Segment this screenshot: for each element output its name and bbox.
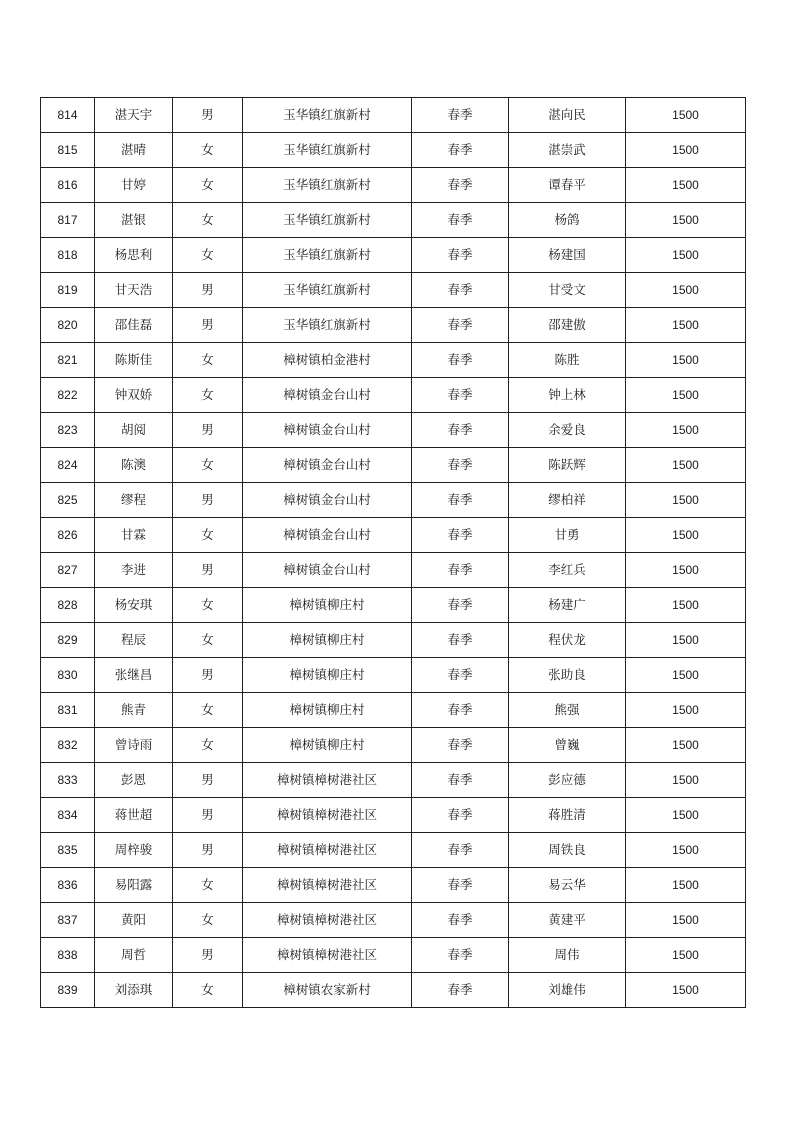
amount-cell: 1500 bbox=[626, 483, 746, 518]
serial-number-cell: 818 bbox=[41, 238, 95, 273]
serial-number-cell: 815 bbox=[41, 133, 95, 168]
address-cell: 樟树镇樟树港社区 bbox=[243, 833, 412, 868]
serial-number-cell: 834 bbox=[41, 798, 95, 833]
amount-cell: 1500 bbox=[626, 833, 746, 868]
serial-number-cell: 820 bbox=[41, 308, 95, 343]
student-name-cell: 黄阳 bbox=[95, 903, 173, 938]
student-name-cell: 杨安琪 bbox=[95, 588, 173, 623]
address-cell: 樟树镇金台山村 bbox=[243, 483, 412, 518]
table-row bbox=[41, 763, 746, 798]
term-cell: 春季 bbox=[412, 798, 509, 833]
table-row bbox=[41, 133, 746, 168]
guardian-name-cell: 甘勇 bbox=[509, 518, 626, 553]
term-cell: 春季 bbox=[412, 903, 509, 938]
student-name-cell: 陈斯佳 bbox=[95, 343, 173, 378]
term-cell: 春季 bbox=[412, 308, 509, 343]
table-row bbox=[41, 343, 746, 378]
term-cell: 春季 bbox=[412, 623, 509, 658]
table-row bbox=[41, 868, 746, 903]
student-name-cell: 程辰 bbox=[95, 623, 173, 658]
amount-cell: 1500 bbox=[626, 343, 746, 378]
student-name-cell: 湛晴 bbox=[95, 133, 173, 168]
gender-cell: 男 bbox=[173, 273, 243, 308]
amount-cell: 1500 bbox=[626, 518, 746, 553]
student-name-cell: 刘添琪 bbox=[95, 973, 173, 1008]
guardian-name-cell: 邵建傲 bbox=[509, 308, 626, 343]
gender-cell: 男 bbox=[173, 98, 243, 133]
address-cell: 玉华镇红旗新村 bbox=[243, 238, 412, 273]
student-name-cell: 缪程 bbox=[95, 483, 173, 518]
address-cell: 樟树镇柳庄村 bbox=[243, 728, 412, 763]
serial-number-cell: 838 bbox=[41, 938, 95, 973]
student-name-cell: 周梓骏 bbox=[95, 833, 173, 868]
term-cell: 春季 bbox=[412, 133, 509, 168]
guardian-name-cell: 陈跃辉 bbox=[509, 448, 626, 483]
serial-number-cell: 829 bbox=[41, 623, 95, 658]
term-cell: 春季 bbox=[412, 588, 509, 623]
gender-cell: 女 bbox=[173, 238, 243, 273]
amount-cell: 1500 bbox=[626, 203, 746, 238]
term-cell: 春季 bbox=[412, 833, 509, 868]
serial-number-cell: 819 bbox=[41, 273, 95, 308]
amount-cell: 1500 bbox=[626, 623, 746, 658]
student-name-cell: 周哲 bbox=[95, 938, 173, 973]
term-cell: 春季 bbox=[412, 973, 509, 1008]
table-row bbox=[41, 903, 746, 938]
guardian-name-cell: 熊强 bbox=[509, 693, 626, 728]
term-cell: 春季 bbox=[412, 203, 509, 238]
table-row bbox=[41, 203, 746, 238]
student-name-cell: 甘婷 bbox=[95, 168, 173, 203]
address-cell: 樟树镇金台山村 bbox=[243, 448, 412, 483]
guardian-name-cell: 缪柏祥 bbox=[509, 483, 626, 518]
amount-cell: 1500 bbox=[626, 693, 746, 728]
student-name-cell: 甘霖 bbox=[95, 518, 173, 553]
address-cell: 樟树镇樟树港社区 bbox=[243, 903, 412, 938]
serial-number-cell: 817 bbox=[41, 203, 95, 238]
serial-number-cell: 832 bbox=[41, 728, 95, 763]
amount-cell: 1500 bbox=[626, 728, 746, 763]
student-name-cell: 邵佳磊 bbox=[95, 308, 173, 343]
table-row bbox=[41, 273, 746, 308]
table-row bbox=[41, 98, 746, 133]
amount-cell: 1500 bbox=[626, 168, 746, 203]
gender-cell: 女 bbox=[173, 518, 243, 553]
gender-cell: 女 bbox=[173, 973, 243, 1008]
amount-cell: 1500 bbox=[626, 98, 746, 133]
term-cell: 春季 bbox=[412, 343, 509, 378]
amount-cell: 1500 bbox=[626, 588, 746, 623]
amount-cell: 1500 bbox=[626, 273, 746, 308]
address-cell: 樟树镇柳庄村 bbox=[243, 693, 412, 728]
table-body bbox=[41, 98, 746, 1008]
table-row bbox=[41, 728, 746, 763]
guardian-name-cell: 陈胜 bbox=[509, 343, 626, 378]
guardian-name-cell: 钟上林 bbox=[509, 378, 626, 413]
gender-cell: 女 bbox=[173, 448, 243, 483]
table-row bbox=[41, 833, 746, 868]
address-cell: 樟树镇柳庄村 bbox=[243, 658, 412, 693]
address-cell: 樟树镇金台山村 bbox=[243, 553, 412, 588]
guardian-name-cell: 李红兵 bbox=[509, 553, 626, 588]
term-cell: 春季 bbox=[412, 448, 509, 483]
guardian-name-cell: 蒋胜清 bbox=[509, 798, 626, 833]
term-cell: 春季 bbox=[412, 658, 509, 693]
gender-cell: 男 bbox=[173, 798, 243, 833]
address-cell: 樟树镇农家新村 bbox=[243, 973, 412, 1008]
address-cell: 樟树镇柳庄村 bbox=[243, 623, 412, 658]
serial-number-cell: 824 bbox=[41, 448, 95, 483]
table-row bbox=[41, 413, 746, 448]
serial-number-cell: 816 bbox=[41, 168, 95, 203]
serial-number-cell: 839 bbox=[41, 973, 95, 1008]
gender-cell: 女 bbox=[173, 203, 243, 238]
address-cell: 玉华镇红旗新村 bbox=[243, 98, 412, 133]
gender-cell: 女 bbox=[173, 903, 243, 938]
table-row bbox=[41, 518, 746, 553]
guardian-name-cell: 甘受文 bbox=[509, 273, 626, 308]
term-cell: 春季 bbox=[412, 518, 509, 553]
address-cell: 玉华镇红旗新村 bbox=[243, 308, 412, 343]
address-cell: 樟树镇樟树港社区 bbox=[243, 938, 412, 973]
table-row bbox=[41, 483, 746, 518]
guardian-name-cell: 周伟 bbox=[509, 938, 626, 973]
student-name-cell: 陈澳 bbox=[95, 448, 173, 483]
gender-cell: 女 bbox=[173, 588, 243, 623]
gender-cell: 男 bbox=[173, 833, 243, 868]
gender-cell: 女 bbox=[173, 693, 243, 728]
gender-cell: 男 bbox=[173, 483, 243, 518]
guardian-name-cell: 易云华 bbox=[509, 868, 626, 903]
guardian-name-cell: 湛向民 bbox=[509, 98, 626, 133]
guardian-name-cell: 湛崇武 bbox=[509, 133, 626, 168]
gender-cell: 男 bbox=[173, 938, 243, 973]
serial-number-cell: 828 bbox=[41, 588, 95, 623]
amount-cell: 1500 bbox=[626, 798, 746, 833]
serial-number-cell: 830 bbox=[41, 658, 95, 693]
term-cell: 春季 bbox=[412, 553, 509, 588]
student-name-cell: 彭恩 bbox=[95, 763, 173, 798]
student-name-cell: 胡阅 bbox=[95, 413, 173, 448]
term-cell: 春季 bbox=[412, 378, 509, 413]
amount-cell: 1500 bbox=[626, 133, 746, 168]
serial-number-cell: 825 bbox=[41, 483, 95, 518]
table-row bbox=[41, 973, 746, 1008]
address-cell: 玉华镇红旗新村 bbox=[243, 273, 412, 308]
address-cell: 樟树镇金台山村 bbox=[243, 413, 412, 448]
amount-cell: 1500 bbox=[626, 658, 746, 693]
serial-number-cell: 833 bbox=[41, 763, 95, 798]
amount-cell: 1500 bbox=[626, 378, 746, 413]
amount-cell: 1500 bbox=[626, 308, 746, 343]
address-cell: 樟树镇金台山村 bbox=[243, 378, 412, 413]
student-name-cell: 湛银 bbox=[95, 203, 173, 238]
amount-cell: 1500 bbox=[626, 448, 746, 483]
serial-number-cell: 826 bbox=[41, 518, 95, 553]
gender-cell: 女 bbox=[173, 623, 243, 658]
guardian-name-cell: 余爱良 bbox=[509, 413, 626, 448]
serial-number-cell: 827 bbox=[41, 553, 95, 588]
guardian-name-cell: 刘雄伟 bbox=[509, 973, 626, 1008]
term-cell: 春季 bbox=[412, 868, 509, 903]
guardian-name-cell: 黄建平 bbox=[509, 903, 626, 938]
address-cell: 玉华镇红旗新村 bbox=[243, 168, 412, 203]
amount-cell: 1500 bbox=[626, 413, 746, 448]
student-name-cell: 熊青 bbox=[95, 693, 173, 728]
table-row bbox=[41, 693, 746, 728]
student-name-cell: 蒋世超 bbox=[95, 798, 173, 833]
student-name-cell: 湛天宇 bbox=[95, 98, 173, 133]
gender-cell: 男 bbox=[173, 308, 243, 343]
guardian-name-cell: 杨建国 bbox=[509, 238, 626, 273]
guardian-name-cell: 曾巍 bbox=[509, 728, 626, 763]
gender-cell: 女 bbox=[173, 378, 243, 413]
amount-cell: 1500 bbox=[626, 868, 746, 903]
term-cell: 春季 bbox=[412, 938, 509, 973]
table-row bbox=[41, 378, 746, 413]
gender-cell: 女 bbox=[173, 728, 243, 763]
amount-cell: 1500 bbox=[626, 938, 746, 973]
amount-cell: 1500 bbox=[626, 903, 746, 938]
address-cell: 樟树镇樟树港社区 bbox=[243, 763, 412, 798]
term-cell: 春季 bbox=[412, 483, 509, 518]
term-cell: 春季 bbox=[412, 728, 509, 763]
term-cell: 春季 bbox=[412, 413, 509, 448]
guardian-name-cell: 杨建广 bbox=[509, 588, 626, 623]
serial-number-cell: 823 bbox=[41, 413, 95, 448]
address-cell: 玉华镇红旗新村 bbox=[243, 133, 412, 168]
term-cell: 春季 bbox=[412, 273, 509, 308]
student-name-cell: 李进 bbox=[95, 553, 173, 588]
serial-number-cell: 835 bbox=[41, 833, 95, 868]
guardian-name-cell: 程伏龙 bbox=[509, 623, 626, 658]
student-name-cell: 钟双娇 bbox=[95, 378, 173, 413]
serial-number-cell: 814 bbox=[41, 98, 95, 133]
guardian-name-cell: 张助良 bbox=[509, 658, 626, 693]
gender-cell: 女 bbox=[173, 868, 243, 903]
student-name-cell: 曾诗雨 bbox=[95, 728, 173, 763]
term-cell: 春季 bbox=[412, 98, 509, 133]
amount-cell: 1500 bbox=[626, 553, 746, 588]
amount-cell: 1500 bbox=[626, 763, 746, 798]
term-cell: 春季 bbox=[412, 763, 509, 798]
serial-number-cell: 837 bbox=[41, 903, 95, 938]
guardian-name-cell: 周铁良 bbox=[509, 833, 626, 868]
table-row bbox=[41, 658, 746, 693]
term-cell: 春季 bbox=[412, 168, 509, 203]
gender-cell: 女 bbox=[173, 343, 243, 378]
serial-number-cell: 831 bbox=[41, 693, 95, 728]
table-row bbox=[41, 238, 746, 273]
student-name-cell: 杨思利 bbox=[95, 238, 173, 273]
table-row bbox=[41, 308, 746, 343]
address-cell: 樟树镇樟树港社区 bbox=[243, 868, 412, 903]
amount-cell: 1500 bbox=[626, 973, 746, 1008]
table-row bbox=[41, 938, 746, 973]
address-cell: 樟树镇柏金港村 bbox=[243, 343, 412, 378]
term-cell: 春季 bbox=[412, 238, 509, 273]
table-row bbox=[41, 798, 746, 833]
gender-cell: 男 bbox=[173, 763, 243, 798]
table-row bbox=[41, 623, 746, 658]
serial-number-cell: 836 bbox=[41, 868, 95, 903]
serial-number-cell: 822 bbox=[41, 378, 95, 413]
address-cell: 玉华镇红旗新村 bbox=[243, 203, 412, 238]
term-cell: 春季 bbox=[412, 693, 509, 728]
address-cell: 樟树镇樟树港社区 bbox=[243, 798, 412, 833]
student-name-cell: 甘天浩 bbox=[95, 273, 173, 308]
table-row bbox=[41, 553, 746, 588]
serial-number-cell: 821 bbox=[41, 343, 95, 378]
guardian-name-cell: 彭应德 bbox=[509, 763, 626, 798]
table-row bbox=[41, 448, 746, 483]
address-cell: 樟树镇柳庄村 bbox=[243, 588, 412, 623]
gender-cell: 女 bbox=[173, 133, 243, 168]
amount-cell: 1500 bbox=[626, 238, 746, 273]
gender-cell: 男 bbox=[173, 553, 243, 588]
student-name-cell: 易阳露 bbox=[95, 868, 173, 903]
guardian-name-cell: 谭春平 bbox=[509, 168, 626, 203]
guardian-name-cell: 杨鸽 bbox=[509, 203, 626, 238]
table-row bbox=[41, 168, 746, 203]
address-cell: 樟树镇金台山村 bbox=[243, 518, 412, 553]
gender-cell: 男 bbox=[173, 658, 243, 693]
student-name-cell: 张继昌 bbox=[95, 658, 173, 693]
recipient-table bbox=[40, 97, 746, 1008]
table-row bbox=[41, 588, 746, 623]
gender-cell: 男 bbox=[173, 413, 243, 448]
gender-cell: 女 bbox=[173, 168, 243, 203]
